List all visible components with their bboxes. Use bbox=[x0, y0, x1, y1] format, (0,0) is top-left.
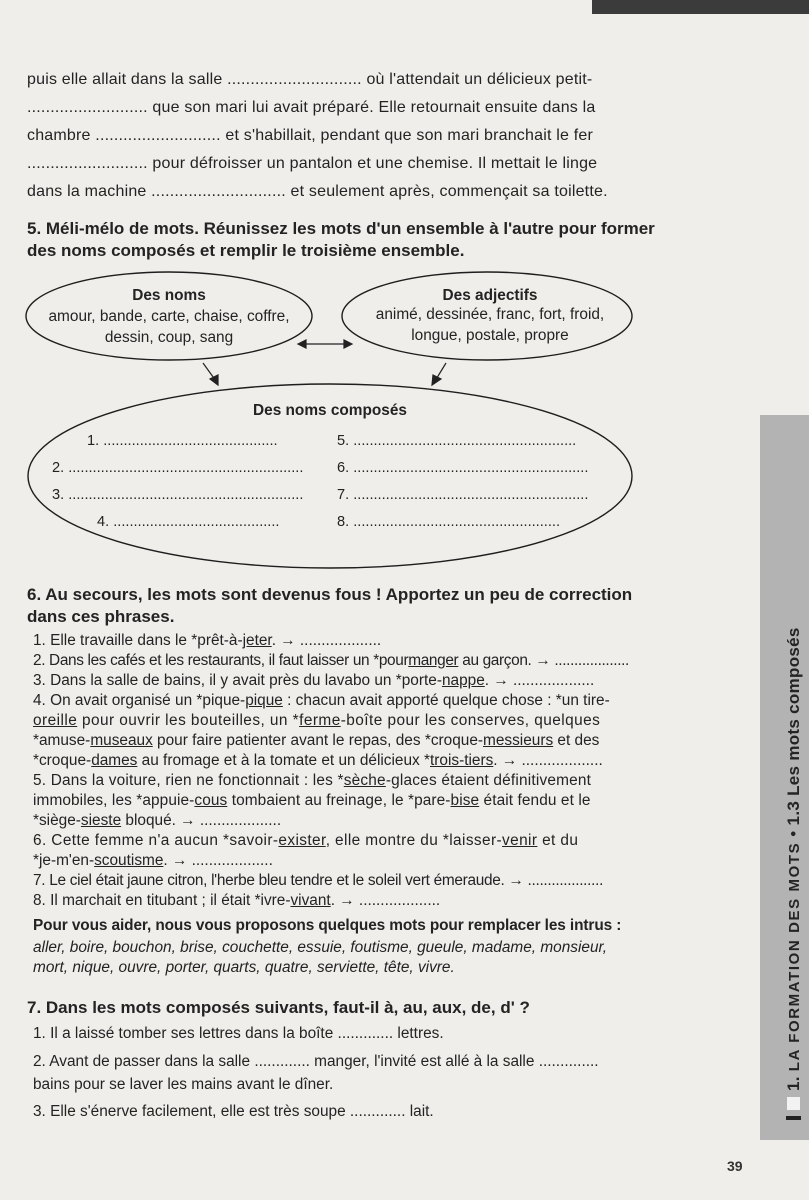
chapter-name: LA FORMATION DES MOTS bbox=[786, 841, 803, 1072]
exercise-6-item: *croque-dames au fromage et à la tomate et un délicieux *trois-tiers. → ................... bbox=[33, 752, 603, 769]
help-words: mort, nique, ouvre, porter, quarts, quatre, serviette, tête, vivre. bbox=[33, 959, 455, 976]
intro-line: dans la machine ............................. et seulement après, commençait sa toilette. bbox=[27, 183, 608, 200]
composes-title: Des noms composés bbox=[253, 402, 407, 419]
exercise-6-item: 8. Il marchait en titubant ; il était *ivre-vivant. → ................... bbox=[33, 892, 441, 909]
noms-words: amour, bande, carte, chaise, coffre, bbox=[48, 308, 290, 325]
bullet-separator: • bbox=[784, 830, 803, 837]
exercise-6-item: 7. Le ciel était jaune citron, l'herbe bleu tendre et le soleil vert émeraude. → ................... bbox=[33, 872, 604, 889]
tab-square-mark bbox=[787, 1097, 800, 1110]
intro-line: chambre ........................... et s'habillait, pendant que son mari branchait le fer bbox=[27, 127, 594, 144]
exercise-6-item: immobiles, les *appuie-cous tombaient au freinage, le *pare-bise était fendu et le bbox=[33, 792, 591, 809]
exercise-6-item: *siège-sieste bloqué. → ................... bbox=[33, 812, 282, 829]
adjectifs-title: Des adjectifs bbox=[442, 287, 538, 304]
help-words: aller, boire, bouchon, brise, couchette, essuie, foutisme, gueule, madame, monsieur, bbox=[33, 939, 608, 956]
intro-line: puis elle allait dans la salle ............................. où l'attendait un délicieux petit- bbox=[27, 71, 593, 88]
help-title: Pour vous aider, nous vous proposons quelques mots pour remplacer les intrus : bbox=[33, 917, 622, 934]
adjectifs-words: longue, postale, propre bbox=[411, 327, 569, 344]
answer-slot[interactable]: 7. .......................................................... bbox=[337, 487, 589, 503]
answer-slot[interactable]: 1. ........................................... bbox=[87, 433, 278, 449]
answer-slot[interactable]: 8. ................................................... bbox=[337, 514, 561, 530]
answer-slot[interactable]: 3. .......................................................... bbox=[52, 487, 304, 503]
exercise-7-item: 2. Avant de passer dans la salle ............. manger, l'invité est allé à la salle .............. bbox=[33, 1053, 599, 1070]
answer-slot[interactable]: 2. .......................................................... bbox=[52, 460, 304, 476]
chapter-side-label bbox=[784, 627, 804, 1120]
down-arrow-left bbox=[203, 363, 218, 385]
page-number: 39 bbox=[727, 1158, 743, 1174]
intro-line: .......................... pour défroisser un pantalon et une chemise. Il mettait le linge bbox=[27, 155, 598, 172]
intro-line: .......................... que son mari lui avait préparé. Elle retournait ensuite dans la bbox=[27, 99, 596, 116]
exercise-6-item: oreille pour ouvrir les bouteilles, un *ferme-boîte pour les conserves, quelques bbox=[33, 712, 601, 729]
answer-slot[interactable]: 5. ....................................................... bbox=[337, 433, 577, 449]
tab-bar-mark bbox=[786, 1116, 801, 1120]
exercise-7-item: 3. Elle s'énerve facilement, elle est très soupe ............. lait. bbox=[33, 1103, 434, 1120]
exercise-6-item: 4. On avait organisé un *pique-pique : chacun avait apporté quelque chose : *un tire- bbox=[33, 692, 610, 709]
noms-title: Des noms bbox=[132, 287, 206, 304]
down-arrow-right bbox=[432, 363, 446, 385]
exercise-5-title: 5. Méli-mélo de mots. Réunissez les mots d'un ensemble à l'autre pour former bbox=[27, 219, 655, 238]
answer-slot[interactable]: 6. .......................................................... bbox=[337, 460, 589, 476]
answer-slot[interactable]: 4. ......................................... bbox=[97, 514, 280, 530]
exercise-7-title: 7. Dans les mots composés suivants, faut-il à, au, aux, de, d' ? bbox=[27, 998, 530, 1017]
exercise-6-item: 2. Dans les cafés et les restaurants, il faut laisser un *pourmanger au garçon. → ................... bbox=[33, 652, 629, 669]
noms-words: dessin, coup, sang bbox=[104, 329, 234, 346]
exercise-6-item: *amuse-museaux pour faire patienter avant le repas, des *croque-messieurs et des bbox=[33, 732, 600, 749]
section-name: 1.3 Les mots composés bbox=[784, 627, 803, 826]
exercise-6-item: 5. Dans la voiture, rien ne fonctionnait : les *sèche-glaces étaient définitivement bbox=[33, 772, 592, 789]
exercise-6-item: 6. Cette femme n'a aucun *savoir-exister, elle montre du *laisser-venir et du bbox=[33, 832, 579, 849]
exercise-7-item: bains pour se laver les mains avant le dîner. bbox=[33, 1076, 334, 1093]
adjectifs-words: animé, dessinée, franc, fort, froid, bbox=[375, 306, 605, 323]
exercise-7-item: 1. Il a laissé tomber ses lettres dans la boîte ............. lettres. bbox=[33, 1025, 444, 1042]
exercise-6-item: *je-m'en-scoutisme. → ................... bbox=[33, 852, 273, 869]
exercise-6-item: 3. Dans la salle de bains, il y avait près du lavabo un *porte-nappe. → ................... bbox=[33, 672, 595, 689]
exercise-6-title: 6. Au secours, les mots sont devenus fous ! Apportez un peu de correction bbox=[27, 585, 633, 604]
exercise-6-title: dans ces phrases. bbox=[27, 607, 175, 626]
chapter-number: 1. bbox=[784, 1076, 803, 1091]
exercise-5-title: des noms composés et remplir le troisième ensemble. bbox=[27, 241, 465, 260]
exercise-6-item: 1. Elle travaille dans le *prêt-à-jeter. → ................... bbox=[33, 632, 382, 649]
